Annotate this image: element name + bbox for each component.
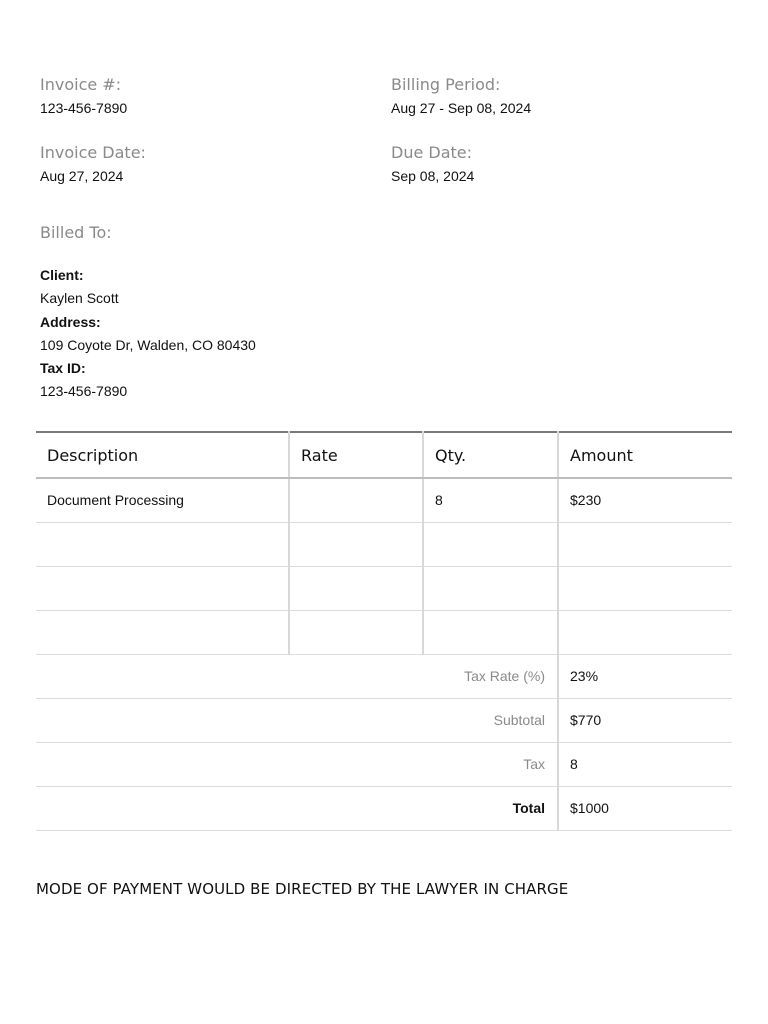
invoice-number-label: Invoice #: — [40, 75, 122, 94]
billing-period-field — [391, 75, 531, 117]
tax-rate-label: Tax Rate (%) — [36, 654, 558, 698]
due-date-value: Sep 08, 2024 — [391, 168, 475, 184]
table-row — [36, 478, 732, 522]
billing-period-value: Aug 27 - Sep 08, 2024 — [391, 100, 532, 116]
row-qty — [423, 522, 558, 566]
total-label: Total — [36, 786, 558, 830]
payment-note: MODE OF PAYMENT WOULD BE DIRECTED BY THE LAWYER IN CHARGE — [36, 880, 569, 898]
invoice-number-value: 123-456-7890 — [40, 100, 128, 116]
invoice-items-table — [36, 431, 732, 831]
billing-period-label: Billing Period: — [391, 75, 501, 94]
column-header-description: Description — [36, 432, 289, 478]
column-header-amount: Amount — [558, 432, 732, 478]
client-address: 109 Coyote Dr, Walden, CO 80430 — [40, 336, 256, 353]
row-amount — [558, 522, 732, 566]
tax-rate-value: 23% — [558, 654, 732, 698]
due-date-label: Due Date: — [391, 143, 473, 162]
row-qty: 8 — [423, 478, 558, 522]
client-tax-id: 123-456-7890 — [40, 383, 128, 400]
address-label: Address: — [40, 313, 101, 330]
row-description — [36, 610, 289, 654]
column-header-qty: Qty. — [423, 432, 558, 478]
table-row — [36, 566, 732, 610]
subtotal-value: $770 — [558, 698, 732, 742]
row-description — [36, 566, 289, 610]
due-date-field — [391, 143, 474, 185]
summary-row-tax-rate — [36, 654, 732, 698]
summary-row-tax — [36, 742, 732, 786]
invoice-number-field — [40, 75, 127, 117]
client-name: Kaylen Scott — [40, 290, 119, 307]
total-value: $1000 — [558, 786, 732, 830]
column-header-rate: Rate — [289, 432, 423, 478]
table-row — [36, 522, 732, 566]
row-amount — [558, 566, 732, 610]
summary-row-subtotal — [36, 698, 732, 742]
billed-to-title: Billed To: — [40, 223, 112, 242]
invoice-date-label: Invoice Date: — [40, 143, 146, 162]
row-rate — [289, 610, 423, 654]
row-rate — [289, 478, 423, 522]
row-qty — [423, 610, 558, 654]
invoice-date-field — [40, 143, 146, 185]
client-label: Client: — [40, 267, 84, 283]
table-row — [36, 610, 732, 654]
row-rate — [289, 522, 423, 566]
row-qty — [423, 566, 558, 610]
row-amount: $230 — [558, 478, 732, 522]
row-description: Document Processing — [36, 478, 289, 522]
tax-value: 8 — [558, 742, 732, 786]
subtotal-label: Subtotal — [36, 698, 558, 742]
row-rate — [289, 566, 423, 610]
summary-row-total — [36, 786, 732, 830]
tax-label: Tax — [36, 742, 558, 786]
row-description — [36, 522, 289, 566]
row-amount — [558, 610, 732, 654]
client-block — [40, 264, 256, 404]
tax-id-label: Tax ID: — [40, 360, 86, 377]
table-header-row — [36, 432, 732, 478]
invoice-date-value: Aug 27, 2024 — [40, 168, 124, 184]
